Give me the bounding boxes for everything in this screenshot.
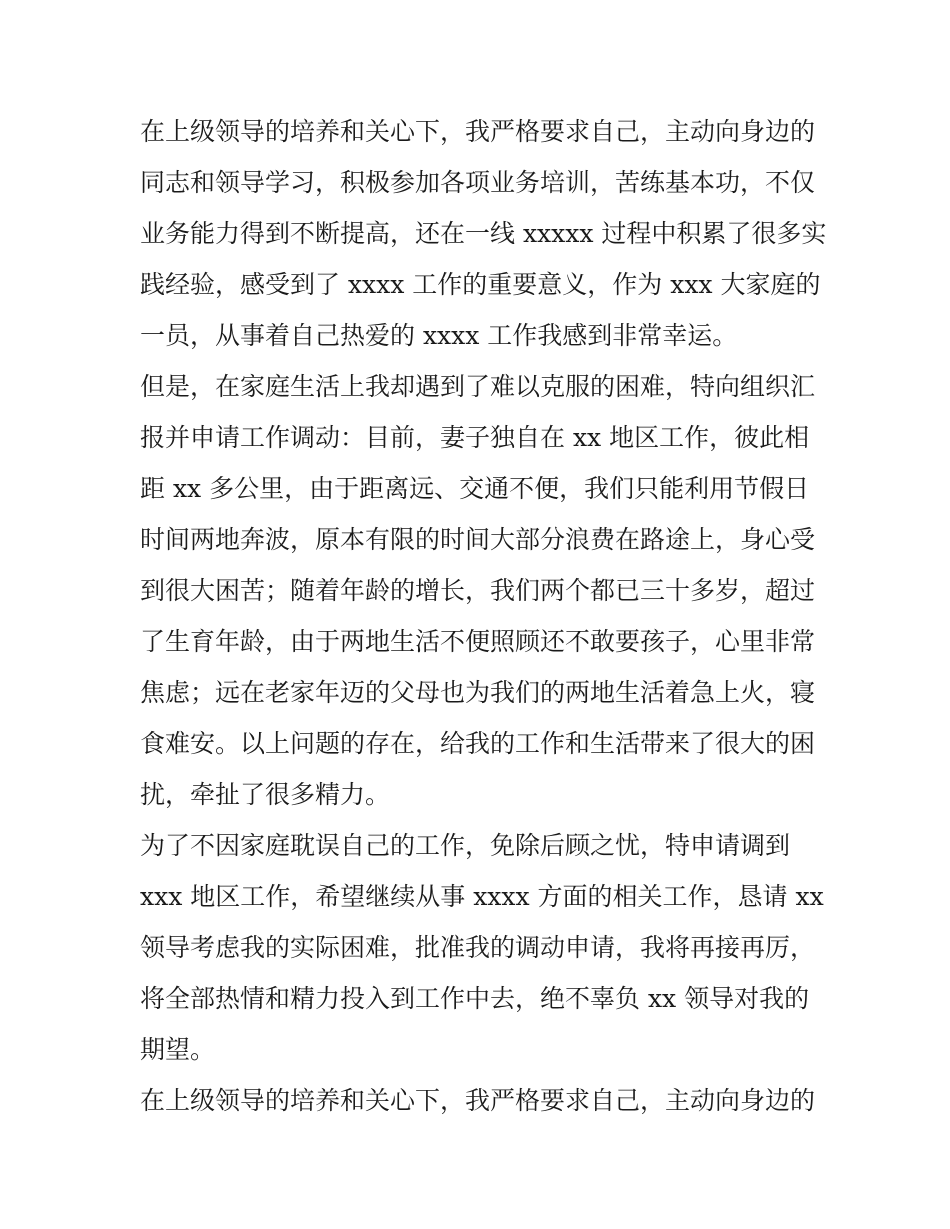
text-line-11: 了生育年龄，由于两地生活不便照顾还不敢要孩子，心里非常 (140, 627, 816, 656)
text-line-2: 同志和领导学习，积极参加各项业务培训，苦练基本功，不仅 (140, 168, 816, 197)
text-line-17: 领导考虑我的实际困难，批准我的调动申请，我将再接再厉， (140, 933, 816, 962)
text-line-14: 扰，牵扯了很多精力。 (140, 780, 391, 809)
text-line-10: 到很大困苦；随着年龄的增长，我们两个都已三十多岁，超过 (140, 576, 816, 605)
document-body (140, 106, 830, 1126)
text-line-6: 但是，在家庭生活上我却遇到了难以克服的困难，特向组织汇 (140, 372, 816, 401)
text-line-15: 为了不因家庭耽误自己的工作，免除后顾之忧，特申请调到 (140, 831, 791, 860)
text-line-3: 业务能力得到不断提高，还在一线 xxxxx 过程中积累了很多实 (140, 219, 827, 248)
text-line-5: 一员，从事着自己热爱的 xxxx 工作我感到非常幸运。 (140, 321, 738, 350)
text-line-20: 在上级领导的培养和关心下，我严格要求自己，主动向身边的 (140, 1086, 816, 1115)
text-line-7: 报并申请工作调动：目前，妻子独自在 xx 地区工作，彼此相 (140, 423, 810, 452)
text-line-13: 食难安。以上问题的存在，给我的工作和生活带来了很大的困 (140, 729, 816, 758)
text-line-12: 焦虑；远在老家年迈的父母也为我们的两地生活着急上火，寝 (140, 678, 816, 707)
text-line-19: 期望。 (140, 1035, 216, 1064)
text-line-18: 将全部热情和精力投入到工作中去，绝不辜负 xx 领导对我的 (140, 984, 810, 1013)
text-line-9: 时间两地奔波，原本有限的时间大部分浪费在路途上，身心受 (140, 525, 816, 554)
text-line-16: xxx 地区工作，希望继续从事 xxxx 方面的相关工作，恳请 xx (140, 882, 824, 911)
text-line-4: 践经验，感受到了 xxxx 工作的重要意义，作为 xxx 大家庭的 (140, 270, 821, 299)
text-line-8: 距 xx 多公里，由于距离远、交通不便，我们只能利用节假日 (140, 474, 810, 503)
text-line-1: 在上级领导的培养和关心下，我严格要求自己，主动向身边的 (140, 117, 816, 146)
